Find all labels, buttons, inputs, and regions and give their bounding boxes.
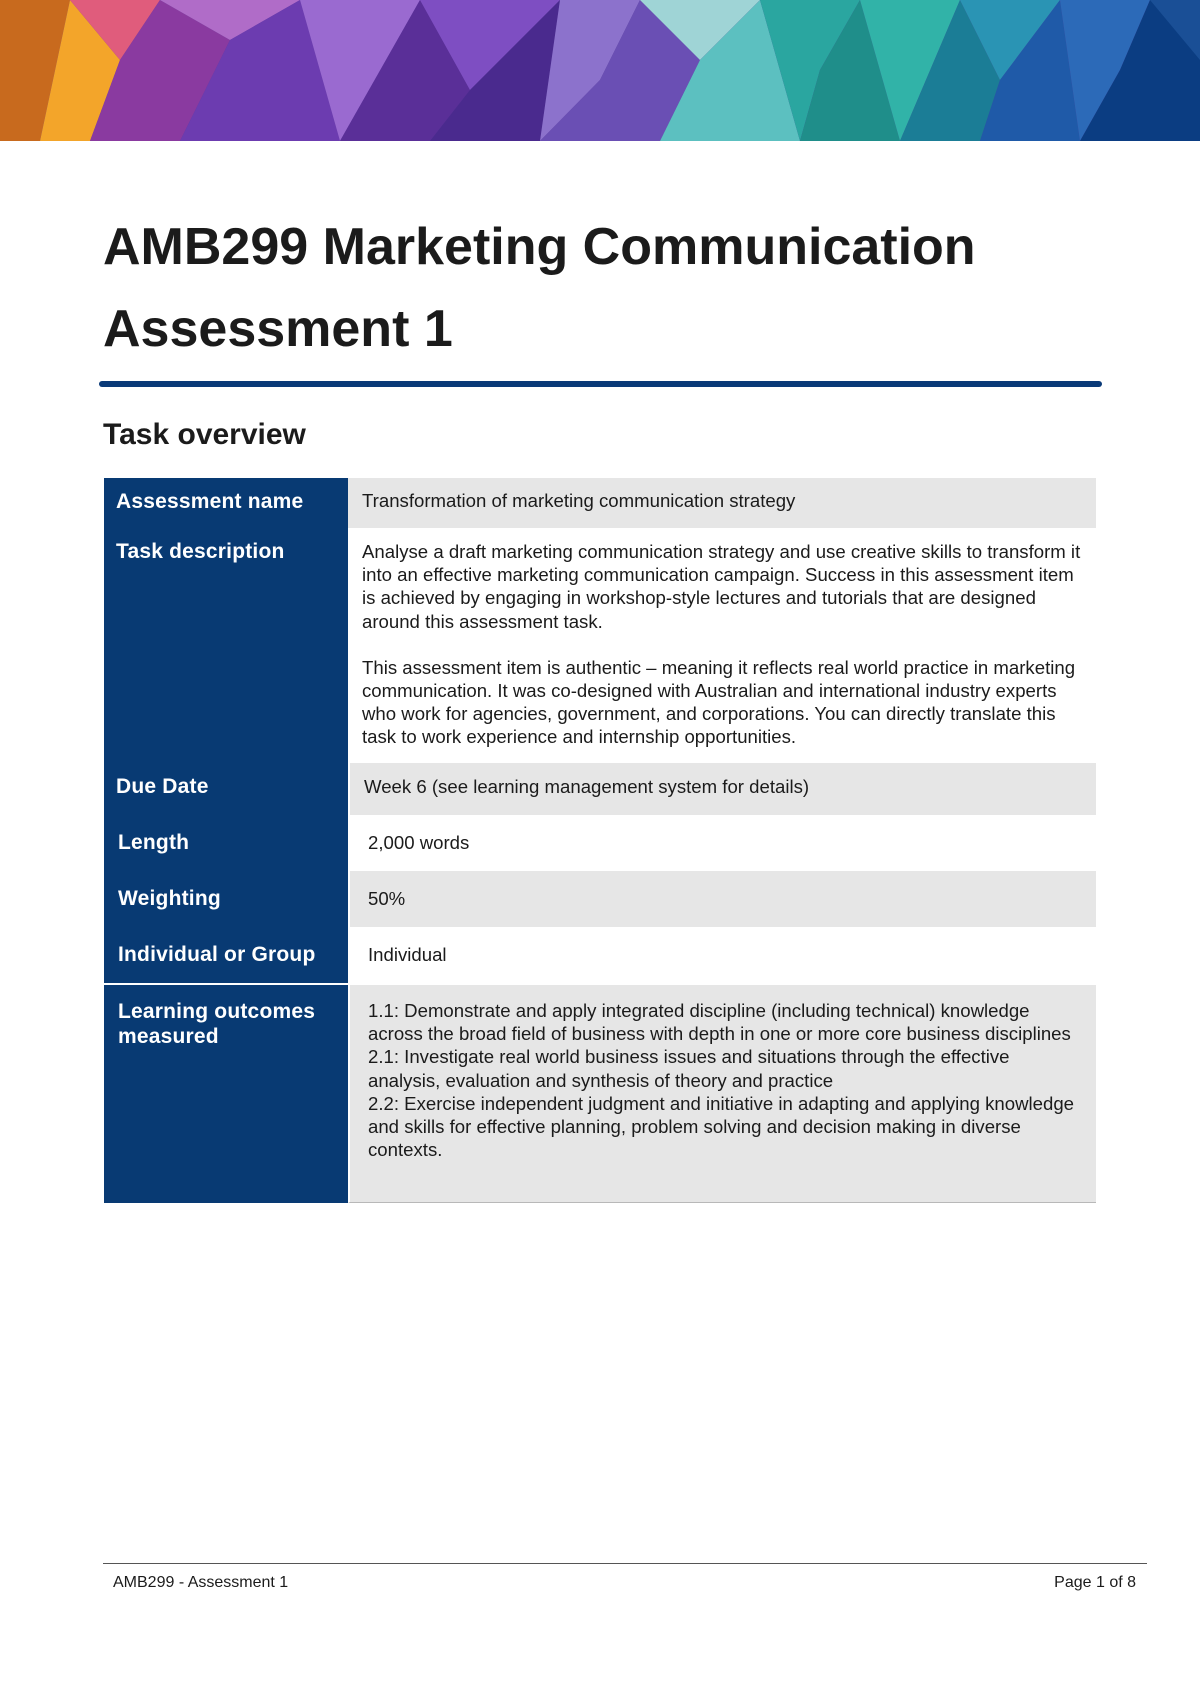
learning-outcome-item: 2.1: Investigate real world business issues and situations through the effective analysis, evaluation and synthesis of theory and practice [368, 1046, 1010, 1091]
task-description-label: Task description [104, 528, 348, 763]
learning-outcomes-value [348, 985, 1096, 1203]
table-row [104, 478, 1096, 528]
task-description-paragraph-2: This assessment item is authentic – meaning it reflects real world practice in marketing communication. It was co-designed with Australian and international industry experts who work for agencies, government, and corporations. You can directly translate this task to work experience and internship opportunities. [362, 656, 1076, 748]
weighting-label: Weighting [104, 871, 348, 927]
due-date-label: Due Date [104, 763, 348, 815]
learning-outcomes-label: Learning outcomes measured [104, 985, 348, 1203]
title-line-2: Assessment 1 [103, 300, 453, 358]
footer-document-name: AMB299 - Assessment 1 [113, 1574, 289, 1591]
table-row [104, 985, 1096, 1203]
table-row [104, 528, 1096, 763]
task-overview-table [104, 478, 1096, 1203]
table-row [104, 763, 1096, 815]
section-heading: Task overview [103, 418, 306, 451]
individual-or-group-value: Individual [348, 927, 1096, 983]
title-divider [99, 381, 1102, 387]
assessment-name-value: Transformation of marketing communication strategy [348, 478, 1096, 528]
length-value: 2,000 words [348, 815, 1096, 871]
individual-or-group-label: Individual or Group [104, 927, 348, 983]
document-title [103, 206, 1103, 370]
table-row [104, 815, 1096, 871]
assessment-name-label: Assessment name [104, 478, 348, 528]
footer-page-number: Page 1 of 8 [1054, 1574, 1136, 1591]
task-description-paragraph-1: Analyse a draft marketing communication strategy and use creative skills to transform it into an effective marketing communication campaign. Success in this assessment item is achieved by engaging in workshop-style lectures and tutorials that are designed around this assessment task. [362, 541, 1081, 632]
title-line-1: AMB299 Marketing Communication [103, 218, 976, 276]
header-banner [0, 0, 1200, 141]
table-row [104, 871, 1096, 927]
footer-divider [103, 1563, 1147, 1564]
learning-outcome-item: 2.2: Exercise independent judgment and initiative in adapting and applying knowledge and skills for effective planning, problem solving and decision making in diverse contexts. [368, 1092, 1075, 1161]
due-date-value: Week 6 (see learning management system for details) [348, 763, 1096, 815]
task-description-value [348, 528, 1096, 763]
length-label: Length [104, 815, 348, 871]
table-row [104, 927, 1096, 985]
geometric-banner-graphic [0, 0, 1200, 141]
learning-outcome-item: 1.1: Demonstrate and apply integrated discipline (including technical) knowledge across the broad field of business with depth in one or more core business disciplines [368, 1000, 1071, 1045]
weighting-value: 50% [348, 871, 1096, 927]
